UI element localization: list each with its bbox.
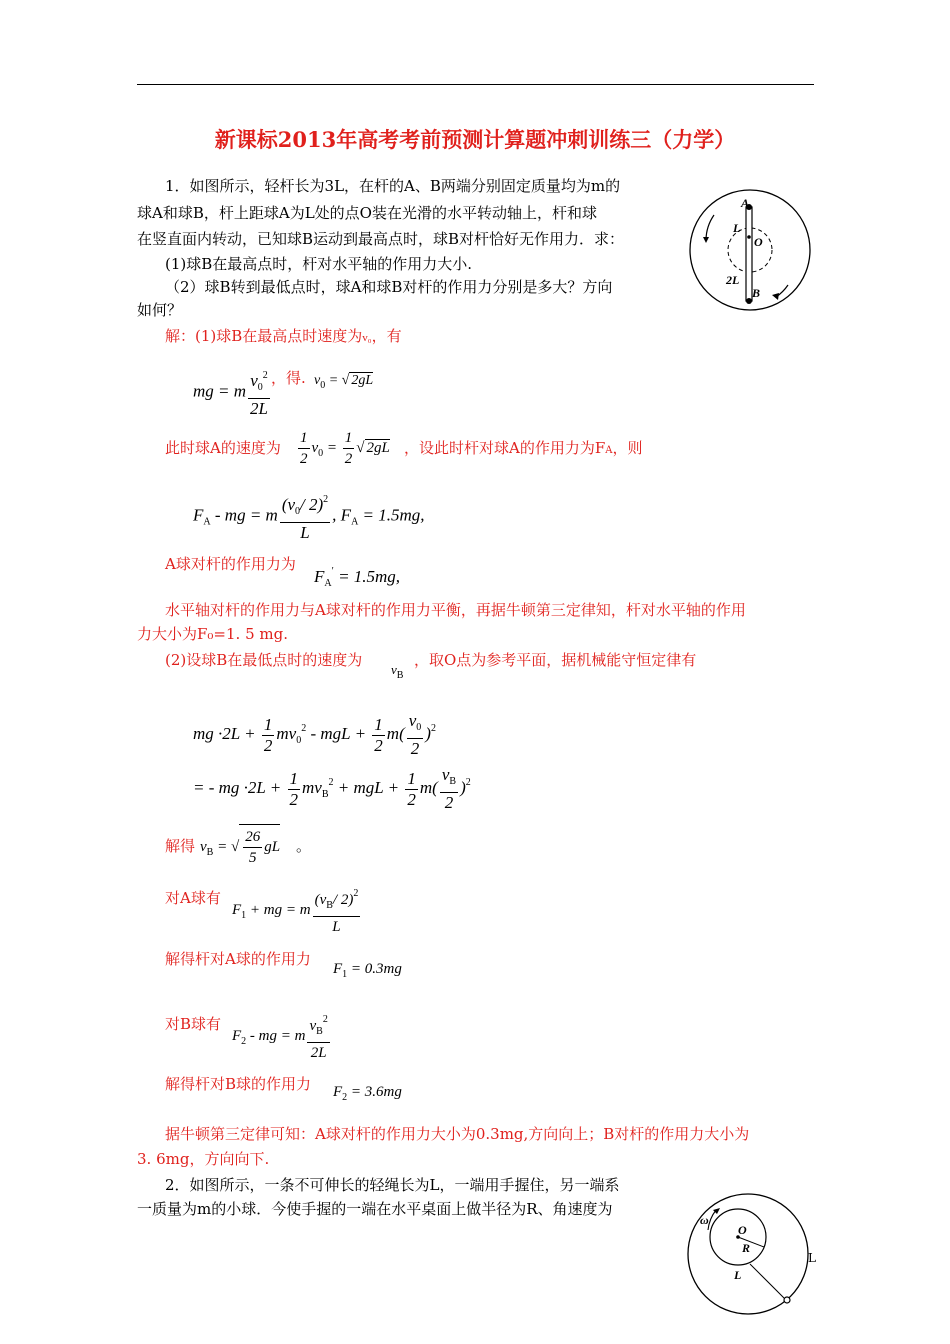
e2-one2: 1 (407, 768, 416, 788)
eq-frac-v0sq-2l (248, 366, 270, 419)
label-l2: L (734, 1268, 742, 1282)
res-sub0: 0 (320, 380, 326, 391)
eq-energy-2 (193, 765, 471, 813)
top-rule (137, 84, 814, 85)
s3-post: ，设此时杆对球A的作用力为F (404, 439, 606, 457)
vbr-5: 5 (248, 850, 257, 866)
f1-f: F (232, 901, 242, 918)
eq-va: $\frac{1}{2}$ $v_0$ = $\frac{1}{2}$ √ 2gL (300, 430, 390, 467)
eq-fa2 (314, 566, 400, 589)
fa-sub2: A (351, 516, 359, 528)
e2-subB2: B (449, 776, 457, 787)
e2-sq2: 2 (465, 776, 471, 788)
sol-line3-post (404, 440, 643, 459)
e1d: m( (386, 723, 405, 743)
e2-half2 (405, 769, 418, 810)
va-sub0: 0 (318, 447, 324, 459)
q2-figure (686, 1192, 816, 1322)
sol-line1-text: 解：(1)球B在最高点时速度为 (165, 327, 363, 345)
f2-sq: 2 (322, 1014, 328, 1025)
fa-sub: A (203, 516, 211, 528)
e2-frac-vb (440, 765, 458, 813)
sol-line11: 解得杆对B球的作用力 (165, 1075, 312, 1093)
eq-sq: 2 (262, 370, 268, 381)
vbr-v: v (200, 838, 207, 855)
q1-figure (686, 185, 816, 315)
f2-frac (307, 1010, 329, 1063)
eq-eqm: = m (218, 381, 247, 401)
vbr-sqrt (239, 824, 280, 868)
e2d: m( (419, 777, 438, 797)
sol-line1 (165, 328, 402, 346)
e2b: mv (302, 777, 322, 797)
arrow-head-bottom (772, 293, 779, 300)
sol-line4: A球对杆的作用力为 (165, 555, 296, 573)
vb-sub: B (396, 670, 404, 681)
eq-vb-inline (391, 662, 403, 681)
e1-one2: 1 (374, 714, 383, 734)
label-o2: O (738, 1223, 747, 1237)
e2-two2: 2 (407, 789, 416, 809)
e1-frac-v0 (407, 711, 424, 759)
f2v-sub: 2 (342, 1092, 348, 1103)
e1-two: 2 (263, 735, 273, 755)
sol-line1-end: ，有 (371, 327, 402, 345)
f1-frac (313, 884, 361, 937)
sol-line10: 对B球有 (165, 1015, 222, 1033)
fa-l: L (300, 523, 310, 542)
fa-sub0: 0 (295, 506, 301, 517)
label-l: L (733, 221, 741, 235)
f1-half: / 2) (332, 892, 354, 908)
e1-two2: 2 (374, 735, 383, 755)
e1-sub0: 0 (296, 734, 302, 746)
eq-f1-val (333, 961, 402, 980)
sol-line6-pre: (2)设球B在最低点时的速度为 (165, 651, 363, 669)
q1-part2a: （2）球B转到最低点时，球A和球B对杆的作用力分别是多大？方向 (165, 278, 613, 296)
f2-2l: 2L (310, 1045, 327, 1061)
q2-line2: 一质量为m的小球．今使手握的一端在水平桌面上做半径为R、角速度为 (137, 1200, 613, 1218)
eq-f2-val (333, 1084, 402, 1103)
e2-two: 2 (289, 789, 299, 809)
vb-v: v (391, 662, 397, 677)
label-o: O (754, 235, 763, 249)
e1-v: v (408, 711, 417, 730)
f1-v: (v (314, 892, 327, 908)
eq-v0-result: $v_0$ = √ 2gL (314, 373, 374, 391)
fa-v: (v (281, 495, 296, 514)
f2-sub: 2 (241, 1035, 247, 1047)
e2e: ) (460, 777, 466, 797)
eq-one2: 1 (343, 428, 355, 449)
eq-2l: 2L (250, 399, 268, 418)
rotation-arrow-left (706, 215, 714, 240)
margin-mark: L (808, 1251, 816, 1265)
eq-half2 (343, 428, 355, 469)
eq-get: ，得. (271, 369, 306, 387)
page-title: 新课标2013年高考考前预测计算题冲刺训练三（力学） (214, 127, 736, 152)
pivot-o (747, 235, 751, 239)
sol-line6-post: ，取O点为参考平面，据机械能守恒定律有 (414, 651, 697, 669)
eq-one: 1 (298, 428, 310, 449)
q1-part1: (1)球B在最高点时，杆对水平轴的作用力大小. (165, 255, 473, 273)
f1v-f: F (333, 961, 343, 977)
label-2l: 2L (726, 273, 740, 287)
e1-sq: 2 (301, 722, 307, 734)
sol-line8: 对A球有 (165, 889, 221, 907)
f1-l: L (332, 919, 341, 935)
vbr-frac (243, 827, 262, 868)
sol-line7-post: 。 (296, 837, 312, 855)
eq-top-point (193, 366, 272, 419)
eq-v: v (250, 371, 258, 390)
eq-energy-1 (193, 711, 436, 759)
fa2-sub: A (324, 578, 332, 589)
e1a: mg ·2L + (193, 723, 260, 743)
label-r: R (742, 1241, 751, 1255)
q1-part2b: 如何？ (137, 301, 183, 319)
arrow-head-left (703, 237, 709, 243)
f2v-f: F (333, 1084, 343, 1100)
q1-line3: 在竖直面内转动，已知球B运动到最高点时，球B对杆恰好无作用力．求： (137, 230, 625, 248)
sol-line9: 解得杆对A球的作用力 (165, 950, 311, 968)
f1v-val: = 0.3mg (347, 961, 402, 977)
e1e: ) (425, 723, 431, 743)
e1-sq2: 2 (430, 722, 436, 734)
sol-line12a: 据牛顿第三定律可知：A球对杆的作用力大小为0.3mg,方向向上；B对杆的作用力大小为 (165, 1125, 750, 1143)
f1-sub: 1 (241, 909, 247, 921)
e1-one: 1 (263, 714, 273, 734)
f1-sq: 2 (353, 888, 359, 899)
f1-eq: + mg = m (246, 901, 311, 918)
e2-sq: 2 (328, 776, 334, 788)
e1-half2 (372, 715, 385, 756)
vbr-sub: B (206, 846, 214, 858)
fa-half: / 2) (300, 495, 324, 514)
e2-subB: B (321, 788, 329, 800)
q2-line1: 2．如图所示，一条不可伸长的轻绳长为L，一端用手握住，另一端系 (165, 1176, 620, 1194)
e2-half (288, 769, 301, 810)
q1-line1: 1．如图所示，轻杆长为3L，在杆的A、B两端分别固定质量均为m的 (165, 177, 621, 195)
res-sqrt: 2gL (351, 373, 374, 388)
fa-minus: - mg = m (210, 505, 278, 525)
vbr-gl: gL (264, 838, 281, 855)
va-sqrt: 2gL (366, 439, 390, 456)
e1-half (262, 715, 275, 756)
e1b: mv (276, 723, 297, 743)
label-omega: ω (700, 1213, 709, 1227)
f2v-val: = 3.6mg (347, 1084, 402, 1100)
e1c: - mgL + (306, 723, 371, 743)
eq-two2: 2 (344, 451, 353, 467)
e2-two3: 2 (444, 793, 454, 812)
fa2-val: = 1.5mg, (333, 567, 401, 586)
s3-sub: A (605, 445, 613, 456)
e2-one: 1 (289, 768, 299, 788)
sol-line3-pre: 此时球A的速度为 (165, 439, 281, 457)
eq-two: 2 (300, 451, 308, 467)
f2-v: v (309, 1018, 317, 1034)
res-v: v (314, 373, 321, 388)
fa-frac (280, 490, 330, 543)
sol-line7-pre: 解得 (165, 837, 196, 855)
e1-two3: 2 (410, 739, 420, 758)
f1v-sub: 1 (342, 969, 348, 980)
vbr-26: 26 (243, 827, 262, 848)
sol-v0: v₀ (362, 332, 372, 344)
f2-f: F (232, 1027, 242, 1044)
e1-sub0b: 0 (416, 722, 422, 733)
e2a: = - mg ·2L + (193, 777, 286, 797)
fa-sq: 2 (323, 494, 329, 505)
sol-line5a: 水平轴对杆的作用力与A球对杆的作用力平衡，再据牛顿第三定律知，杆对水平轴的作用 (165, 601, 746, 619)
fa2-f: F (314, 567, 325, 586)
label-a: A (741, 196, 750, 210)
label-b: B (752, 286, 761, 300)
f2-eq: - mg = m (246, 1027, 306, 1044)
sol-line12b: 3. 6mg，方向向下. (137, 1150, 270, 1168)
f1-subB: B (326, 900, 333, 911)
string-line (750, 1264, 786, 1300)
eq-sub0: 0 (257, 382, 263, 393)
fa-val: = 1.5mg, (358, 505, 425, 525)
eq-fa (193, 490, 425, 543)
sol-line5b: 力大小为F₀=1. 5 mg. (137, 625, 288, 643)
q1-line2: 球A和球B，杆上距球A为L处的点O装在光滑的水平转动轴上，杆和球 (137, 204, 597, 222)
fa-f: F (193, 505, 204, 525)
eq-mg: mg (193, 381, 214, 401)
f2-subB: B (316, 1026, 323, 1037)
e2c: + mgL + (333, 777, 404, 797)
eq-vb-result: $v_B$ = √ $\frac{26}{5}$ gL (200, 824, 280, 868)
eq-half (298, 428, 310, 469)
eq-f2 (232, 1010, 332, 1063)
e2-v: v (441, 765, 450, 784)
small-ball (784, 1297, 790, 1303)
eq-f1 (232, 884, 362, 937)
va-v: v (311, 439, 319, 456)
fa2-prime: ′ (331, 566, 334, 577)
s3-end: ，则 (612, 439, 643, 457)
fa-res: , F (332, 505, 352, 525)
